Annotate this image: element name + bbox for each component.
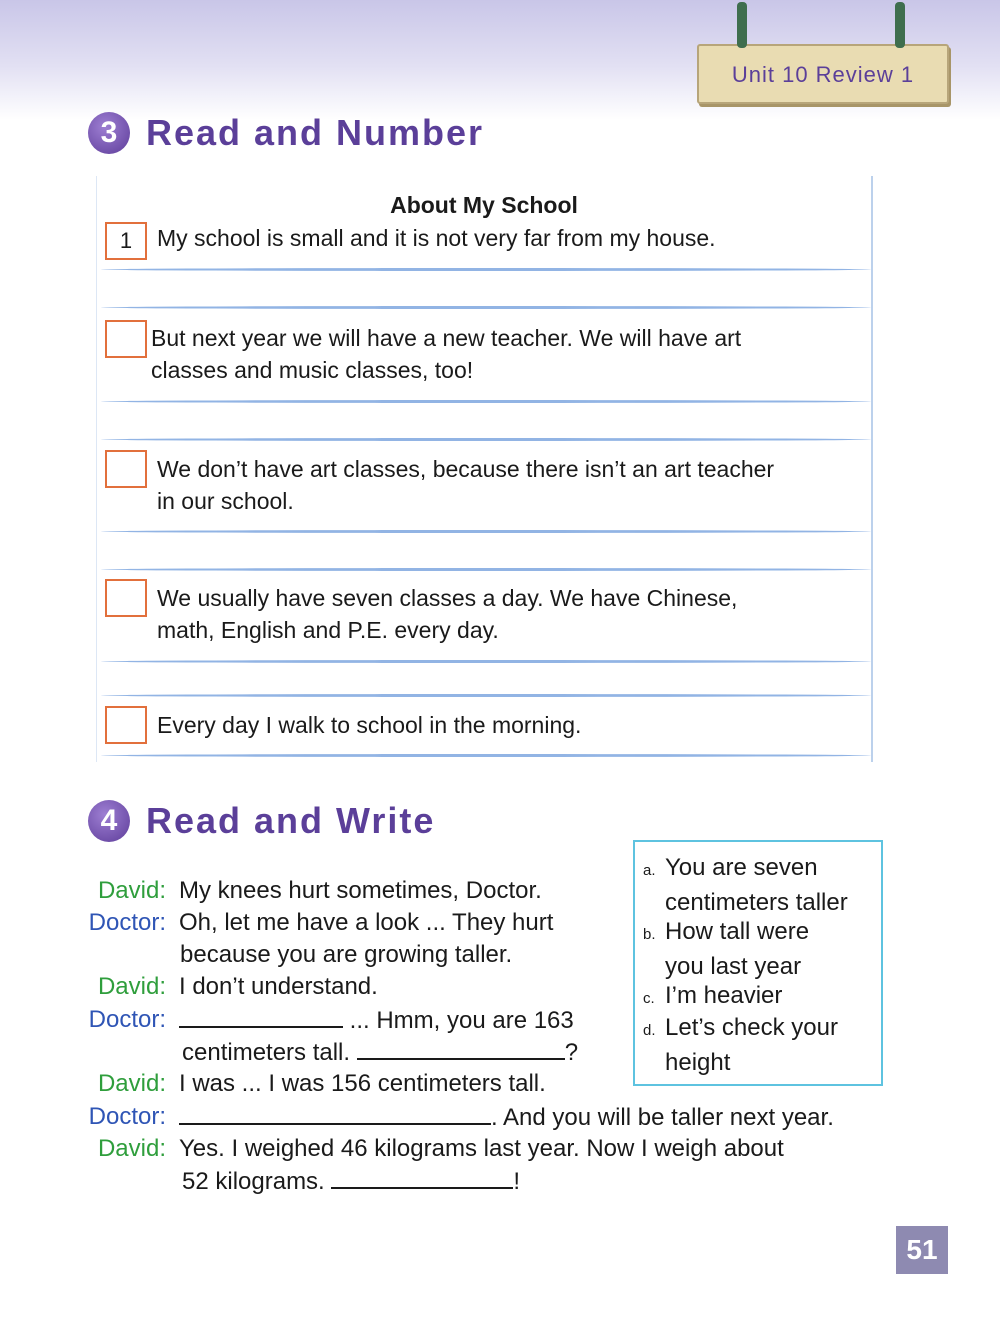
paragraph-2-line-2: classes and music classes, too! — [151, 357, 474, 383]
paragraph-5-line-1: Every day I walk to school in the morning. — [157, 712, 582, 738]
dialogue-text: ! — [513, 1168, 521, 1195]
option-c-line-1: I’m heavier — [665, 982, 783, 1009]
dialogue-line: I was ... I was 156 centimeters tall. — [179, 1070, 546, 1097]
dialogue-line: Oh, let me have a look ... They hurt — [179, 909, 554, 936]
speaker-david: David: — [97, 877, 166, 904]
answer-blank[interactable] — [331, 1165, 513, 1189]
number-box-4[interactable] — [105, 579, 147, 617]
number-box-1[interactable]: 1 — [105, 222, 147, 260]
paragraph-1 — [157, 222, 716, 254]
paragraph-4-line-1: We usually have seven classes a day. We have Chinese, — [157, 585, 738, 611]
option-a-line-2: centimeters taller — [665, 889, 848, 916]
dialogue-line — [182, 1165, 520, 1198]
paragraph-4 — [157, 582, 737, 646]
wave-divider — [101, 660, 871, 663]
wave-divider — [101, 306, 871, 309]
section-4-title: Read and Write — [146, 800, 436, 841]
dialogue-line — [182, 1036, 578, 1069]
dialogue-line: My knees hurt sometimes, Doctor. — [179, 877, 542, 904]
section-4-number: 4 — [88, 800, 130, 842]
unit-sign — [697, 44, 949, 104]
paragraph-3 — [157, 453, 774, 517]
option-b — [643, 916, 809, 983]
answer-blank[interactable] — [179, 1101, 491, 1125]
wave-divider — [101, 530, 871, 533]
number-box-2[interactable] — [105, 320, 147, 358]
dialogue-text: 52 kilograms. — [182, 1168, 332, 1195]
story-panel — [96, 176, 873, 762]
dialogue-line: because you are growing taller. — [180, 941, 513, 968]
dialogue-text: . And you will be taller next year. — [491, 1104, 834, 1131]
section-3-heading — [88, 112, 484, 154]
answer-blank[interactable] — [357, 1036, 565, 1060]
speaker-doctor: Doctor: — [88, 909, 166, 936]
option-b-letter: b. — [643, 926, 656, 943]
wave-divider — [101, 694, 871, 697]
rope-left — [737, 2, 747, 48]
dialogue-line: I don’t understand. — [179, 973, 378, 1000]
option-b-line-2: you last year — [665, 953, 802, 980]
option-b-line-1: How tall were — [665, 918, 810, 945]
paragraph-2-line-1: But next year we will have a new teacher. We will have art — [151, 325, 742, 351]
dialogue-text: centimeters tall. — [182, 1039, 357, 1066]
speaker-doctor: Doctor: — [88, 1006, 166, 1033]
speaker-david: David: — [97, 1070, 166, 1097]
option-c — [643, 980, 782, 1015]
paragraph-4-line-2: math, English and P.E. every day. — [157, 617, 499, 643]
option-a — [643, 852, 848, 919]
answer-blank[interactable] — [179, 1004, 343, 1028]
dialogue-line — [179, 1004, 574, 1037]
dialogue-line: Yes. I weighed 46 kilograms last year. Now I weigh about — [179, 1135, 784, 1162]
option-d-letter: d. — [643, 1022, 656, 1039]
wave-divider — [101, 268, 871, 271]
story-title: About My School — [390, 192, 578, 218]
option-a-letter: a. — [643, 862, 656, 879]
number-box-3[interactable] — [105, 450, 147, 488]
options-box — [633, 840, 883, 1086]
speaker-doctor: Doctor: — [88, 1103, 166, 1130]
paragraph-3-line-1: We don’t have art classes, because there isn’t an art teacher — [157, 456, 775, 482]
paragraph-3-line-2: in our school. — [157, 488, 294, 514]
rope-right — [895, 2, 905, 48]
option-c-letter: c. — [643, 990, 655, 1007]
section-4-heading — [88, 800, 435, 842]
option-a-line-1: You are seven — [665, 854, 818, 881]
wave-divider — [101, 400, 871, 403]
option-d-line-1: Let’s check your — [665, 1014, 838, 1041]
wave-divider — [101, 568, 871, 571]
speaker-david: David: — [97, 973, 166, 1000]
paragraph-1-line-1: My school is small and it is not very far from my house. — [157, 225, 716, 251]
unit-sign-label: Unit 10 Review 1 — [731, 62, 915, 87]
paragraph-5 — [157, 709, 581, 741]
dialogue-text: ? — [564, 1039, 579, 1066]
wave-divider — [101, 754, 871, 757]
section-3-number: 3 — [88, 112, 130, 154]
dialogue-line — [179, 1101, 834, 1134]
speaker-david: David: — [97, 1135, 166, 1162]
section-3-title: Read and Number — [146, 112, 485, 153]
page-number: 51 — [896, 1226, 948, 1274]
option-d — [643, 1012, 838, 1079]
option-d-line-2: height — [665, 1049, 731, 1076]
wave-divider — [101, 438, 871, 441]
dialogue-text: ... Hmm, you are 163 — [343, 1007, 574, 1034]
number-box-5[interactable] — [105, 706, 147, 744]
paragraph-2 — [151, 322, 741, 386]
